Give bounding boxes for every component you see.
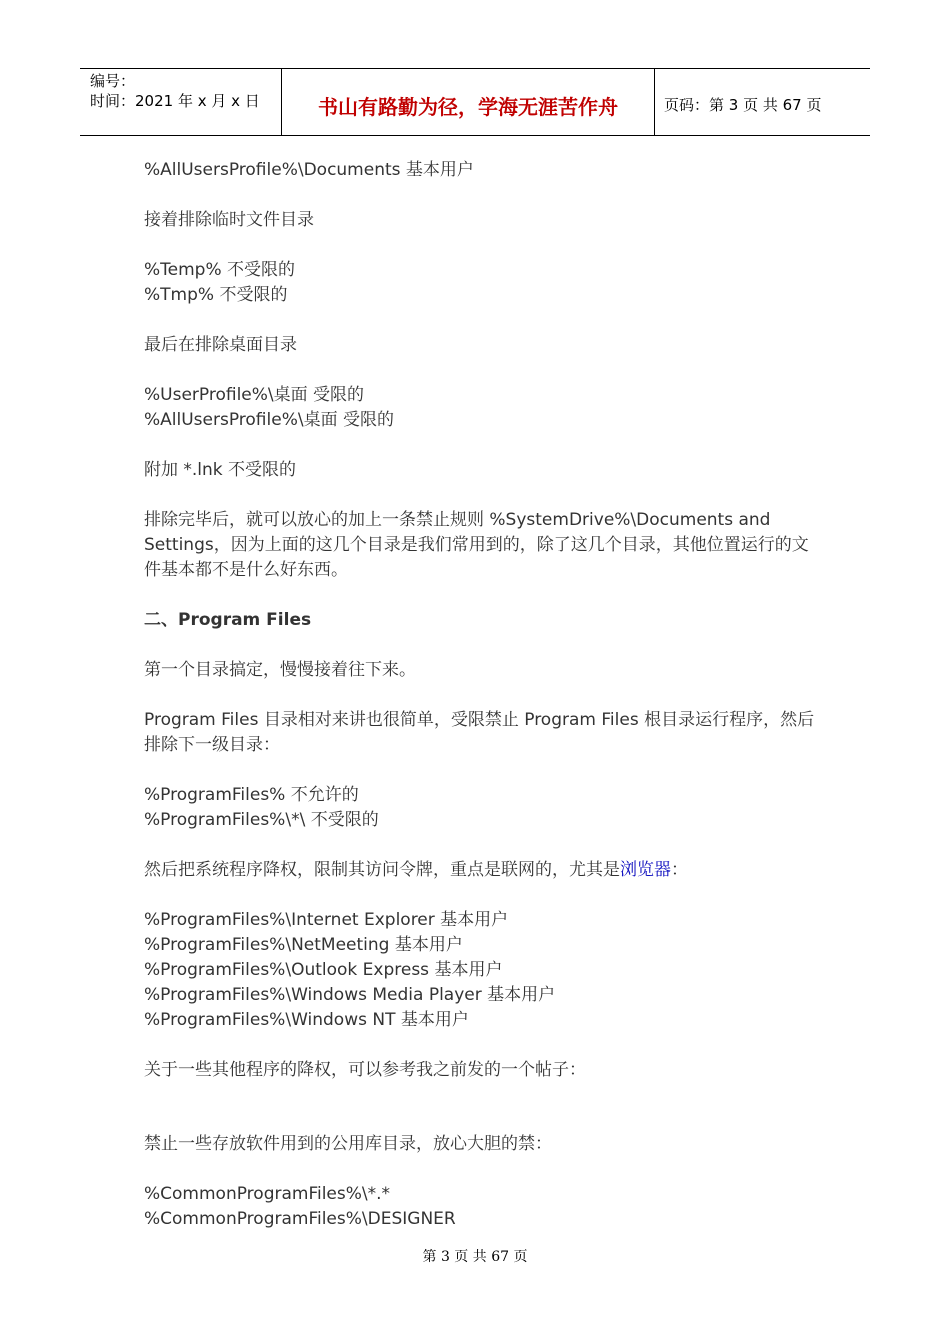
paragraph: %Tmp% 不受限的 [144,285,288,305]
time-label: 时间：2021 年 x 月 x 日 [90,92,260,110]
header-meta [90,71,260,111]
paragraph: %ProgramFiles%\*\ 不受限的 [144,810,379,830]
paragraph: %Temp% 不受限的 [144,260,296,280]
paragraph: %ProgramFiles%\Outlook Express 基本用户 [144,960,503,980]
paragraph: 第一个目录搞定，慢慢接着往下来。 [144,660,416,680]
paragraph: %AllUsersProfile%\桌面 受限的 [144,410,394,430]
paragraph: 附加 *.lnk 不受限的 [144,460,297,480]
paragraph [144,858,824,883]
paragraph: %ProgramFiles% 不允许的 [144,785,359,805]
paragraph-text: 然后把系统程序降权，限制其访问令牌，重点是联网的，尤其是 [144,860,620,880]
paragraph: %ProgramFiles%\Internet Explorer 基本用户 [144,910,509,930]
paragraph: %ProgramFiles%\Windows NT 基本用户 [144,1010,469,1030]
paragraph: %CommonProgramFiles%\DESIGNER [144,1209,456,1229]
paragraph: 关于一些其他程序的降权，可以参考我之前发的一个帖子： [144,1060,586,1080]
page-header [80,68,870,136]
document-body [144,158,824,1232]
header-motto: 书山有路勤为径，学海无涯苦作舟 [318,95,618,119]
header-page-number: 页码：第 3 页 共 67 页 [664,96,822,114]
paragraph: 排除完毕后，就可以放心的加上一条禁止规则 %SystemDrive%\Documents and Settings，因为上面的这几个目录是我们常用到的，除了这几个目录，其他位置运行的文件基本都不是什么好东西。 [144,510,809,580]
paragraph-text: ： [671,860,688,880]
section-heading: 二、Program Files [144,610,312,630]
paragraph: %UserProfile%\桌面 受限的 [144,385,365,405]
header-divider [654,69,655,135]
paragraph: 禁止一些存放软件用到的公用库目录，放心大胆的禁： [144,1134,552,1154]
paragraph: %ProgramFiles%\NetMeeting 基本用户 [144,935,463,955]
paragraph: %CommonProgramFiles%\*.* [144,1184,391,1204]
paragraph: 最后在排除桌面目录 [144,335,297,355]
browser-link[interactable]: 浏览器 [620,860,671,880]
page-footer: 第 3 页 共 67 页 [422,1249,528,1265]
paragraph: %AllUsersProfile%\Documents 基本用户 [144,160,474,180]
paragraph: 接着排除临时文件目录 [144,210,314,230]
code-label: 编号： [90,72,136,90]
paragraph: %ProgramFiles%\Windows Media Player 基本用户 [144,985,556,1005]
paragraph: Program Files 目录相对来讲也很简单，受限禁止 Program Files 根目录运行程序，然后排除下一级目录： [144,710,815,755]
